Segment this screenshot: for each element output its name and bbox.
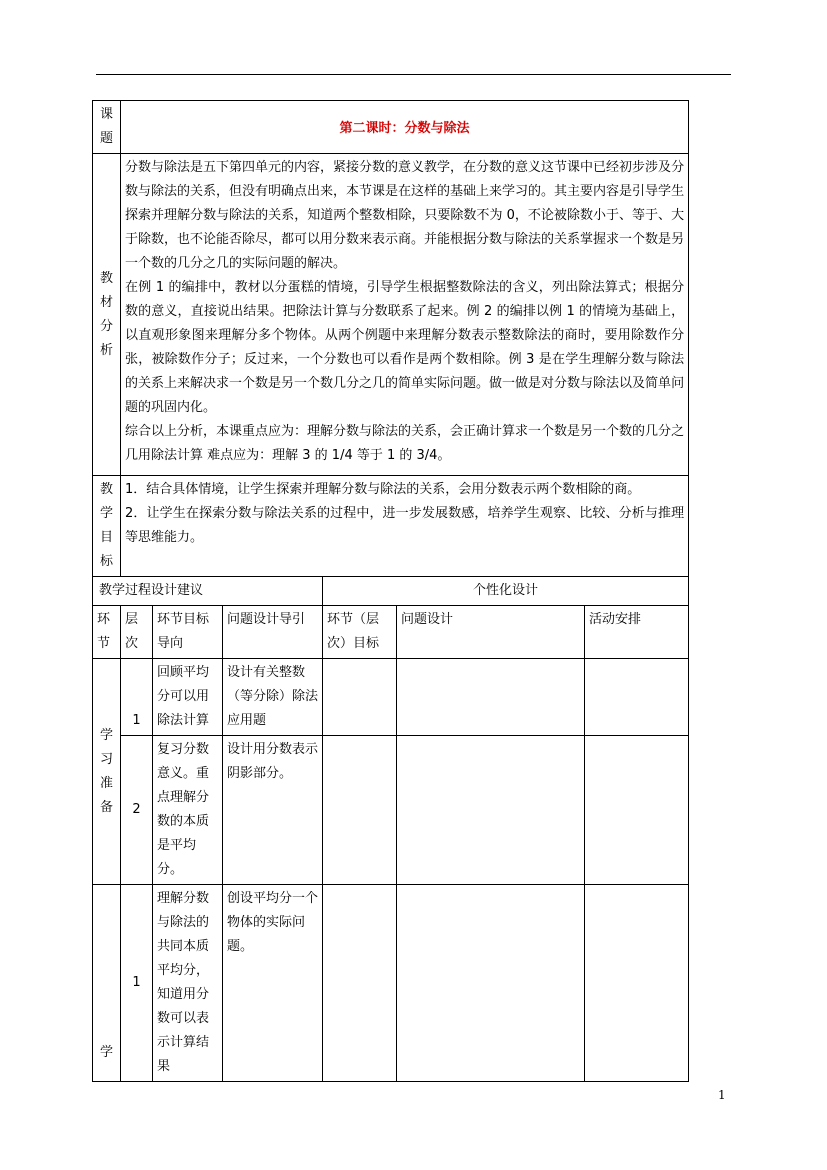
analysis-paragraph-3: 综合以上分析，本课重点应为：理解分数与除法的关系，会正确计算求一个数是另一个数的几分之几用除法计算 难点应为：理解 3 的 1/4 等于 1 的 3/4。	[125, 424, 685, 463]
goals-content	[121, 476, 689, 577]
header-rule	[96, 74, 731, 75]
prep-row-1-activity	[585, 659, 689, 736]
prep-row-1-level: 1	[121, 659, 153, 736]
title-label: 课题	[93, 101, 121, 154]
goals-label: 教学目标	[99, 482, 113, 569]
analysis-label: 教材分析	[99, 270, 113, 358]
page-number: 1	[718, 1088, 726, 1102]
learn-row-1-level-goal	[323, 885, 397, 1082]
goal-2: 2．让学生在探索分数与除法关系的过程中，进一步发展数感，培养学生观察、比较、分析与推理等思维能力。	[125, 506, 685, 545]
analysis-content	[121, 154, 689, 476]
col-header-stage-goal: 环节目标导向	[153, 606, 223, 659]
prep-row-2-question: 设计用分数表示阴影部分。	[223, 736, 323, 885]
prep-stage-label: 学习准备	[99, 727, 113, 815]
learn-row-1-activity	[585, 885, 689, 1082]
prep-row-1-goal: 回顾平均分可以用除法计算	[153, 659, 223, 736]
prep-row-2-level-goal	[323, 736, 397, 885]
learn-row-1-goal: 理解分数与除法的共同本质平均分，知道用分数可以表示计算结果	[153, 885, 223, 1082]
col-header-question-design: 问题设计	[397, 606, 585, 659]
goal-1: 1．结合具体情境，让学生探索并理解分数与除法的关系，会用分数表示两个数相除的商。	[125, 482, 641, 497]
process-suggest-header: 教学过程设计建议	[93, 577, 323, 606]
learn-stage-label: 学	[93, 885, 121, 1082]
prep-row-2-level: 2	[121, 736, 153, 885]
col-header-activity: 活动安排	[585, 606, 689, 659]
lesson-plan-table	[92, 100, 689, 1082]
analysis-paragraph-2: 在例 1 的编排中，教材以分蛋糕的情境，引导学生根据整数除法的含义，列出除法算式；根据分数的意义，直接说出结果。把除法计算与分数联系了起来。例 2 的编排以例 1 的情境为基础上，以直观形象图来理解分多个物体。从两个例题中来理解分数表示整数除法的商时，要用除数作分张，被除数作分子；反过来，一个分数也可以看作是两个数相除。例 3 是在学生理解分数与除法的关系上来解决求一个数是另一个数几分之几的简单实际问题。做一做是对分数与除法以及简单问题的巩固内化。	[125, 280, 685, 415]
learn-row-1-level: 1	[121, 885, 153, 1082]
prep-row-1-question-design	[397, 659, 585, 736]
col-header-level-goal: 环节（层次）目标	[323, 606, 397, 659]
col-header-question-guide: 问题设计导引	[223, 606, 323, 659]
prep-row-2-activity	[585, 736, 689, 885]
prep-row-1-question: 设计有关整数（等分除）除法应用题	[223, 659, 323, 736]
analysis-paragraph-1: 分数与除法是五下第四单元的内容，紧接分数的意义教学，在分数的意义这节课中已经初步涉及分数与除法的关系，但没有明确点出来，本节课是在这样的基础上来学习的。其主要内容是引导学生探索并理解分数与除法的关系，知道两个整数相除，只要除数不为 0，不论被除数小于、等于、大于除数，也不论能否除尽，都可以用分数来表示商。并能根据分数与除法的关系掌握求一个数是另一个数的几分之几的实际问题的解决。	[125, 160, 685, 271]
col-header-stage: 环节	[93, 606, 121, 659]
personal-design-header: 个性化设计	[323, 577, 689, 606]
prep-row-2-question-design	[397, 736, 585, 885]
col-header-level: 层次	[121, 606, 153, 659]
learn-row-1-question-design	[397, 885, 585, 1082]
prep-row-1-level-goal	[323, 659, 397, 736]
lesson-title: 第二课时：分数与除法	[121, 101, 689, 154]
prep-row-2-goal: 复习分数意义。重点理解分数的本质是平均分。	[153, 736, 223, 885]
learn-row-1-question: 创设平均分一个物体的实际问题。	[223, 885, 323, 1082]
